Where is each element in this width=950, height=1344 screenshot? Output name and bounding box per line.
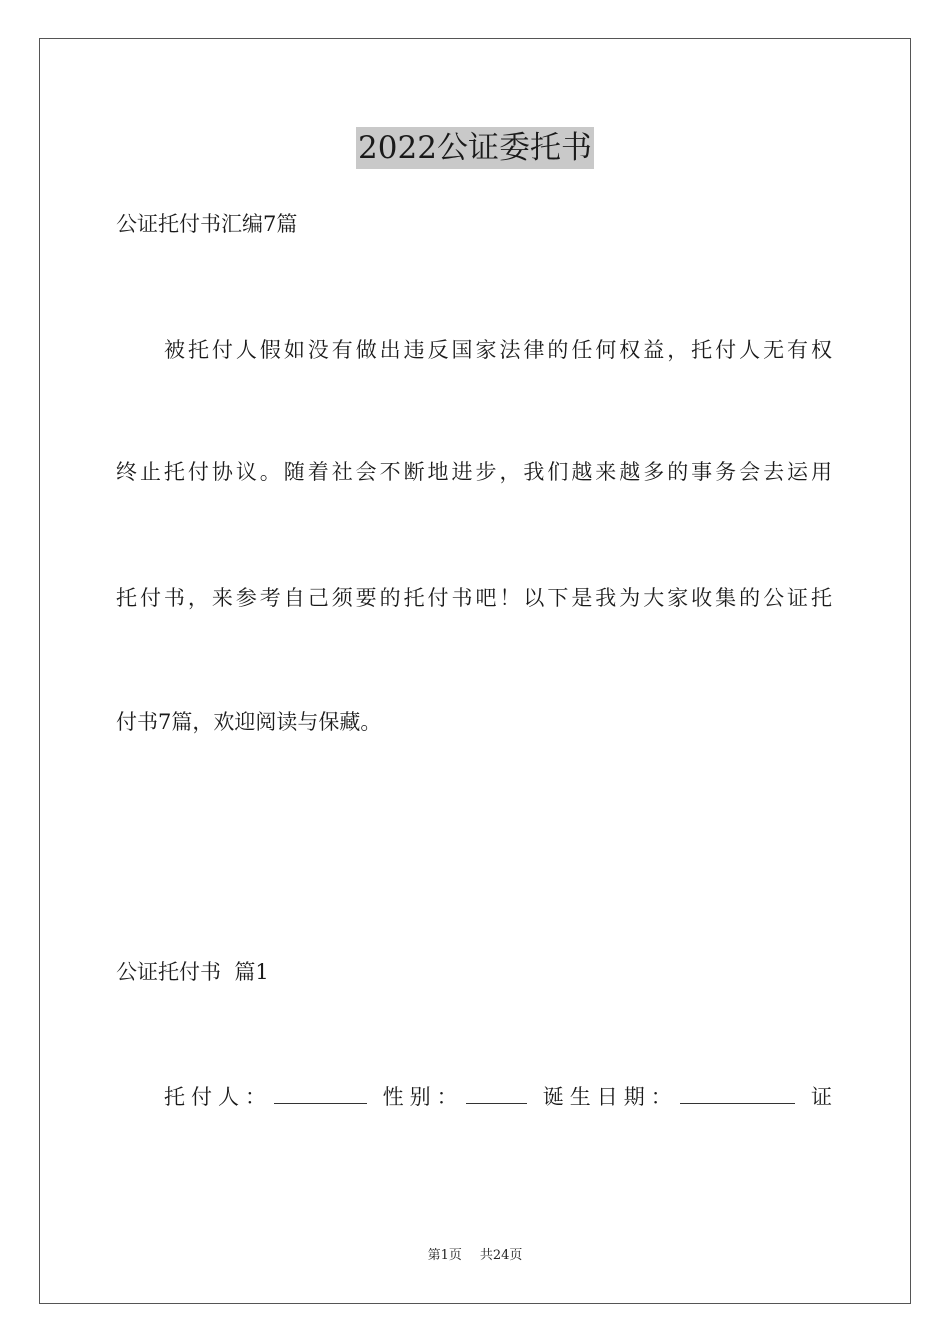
principal-label: 托付人： <box>164 1085 272 1109</box>
trailing-text: 证 <box>811 1085 832 1109</box>
birthdate-blank <box>680 1081 795 1104</box>
title-container <box>0 127 950 169</box>
intro-line-3: 托付书，来参考自己须要的托付书吧！以下是我为大家收集的公证托 <box>116 586 832 610</box>
intro-line-4: 付书7篇，欢迎阅读与保藏。 <box>116 710 382 734</box>
gender-label: 性别： <box>382 1085 464 1109</box>
intro-line-2: 终止托付协议。随着社会不断地进步，我们越来越多的事务会去运用 <box>116 460 832 484</box>
page-footer <box>0 1247 950 1265</box>
document-title: 2022公证委托书 <box>356 127 594 169</box>
page-number: 第1页 <box>427 1248 462 1263</box>
principal-blank <box>274 1081 367 1104</box>
section-heading: 公证托付书 篇1 <box>116 960 269 984</box>
form-field-row <box>164 1081 832 1111</box>
gender-blank <box>466 1081 527 1104</box>
page-total: 共24页 <box>479 1248 523 1263</box>
birthdate-label: 诞生日期： <box>542 1085 678 1109</box>
intro-line-1: 被托付人假如没有做出违反国家法律的任何权益，托付人无有权 <box>164 338 832 362</box>
document-subtitle: 公证托付书汇编7篇 <box>116 212 298 236</box>
